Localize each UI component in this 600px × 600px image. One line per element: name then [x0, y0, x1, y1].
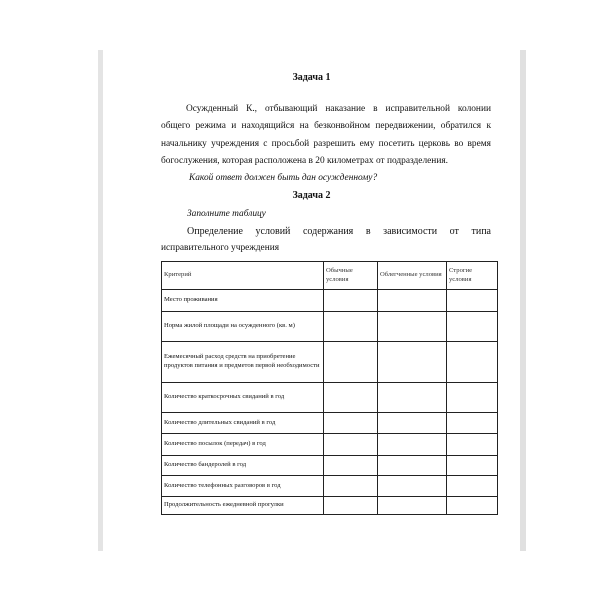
cell-lightened[interactable] — [378, 476, 447, 497]
cell-strict[interactable] — [447, 342, 498, 383]
cell-lightened[interactable] — [378, 413, 447, 434]
task1-line-3: начальнику учреждения с просьбой разрешить ему посетить церковь во время — [161, 139, 491, 149]
task1-question: Какой ответ должен быть дан осужденному? — [189, 173, 378, 183]
task1-line-2: общего режима и находящийся на безконвойном передвижении, обратился к — [161, 121, 491, 131]
table-row — [162, 290, 498, 312]
cell-strict[interactable] — [447, 290, 498, 312]
cell-ordinary[interactable] — [324, 383, 378, 413]
cell-strict[interactable] — [447, 497, 498, 515]
row-criterion: Количество краткосрочных свиданий в год — [162, 383, 324, 413]
cell-lightened[interactable] — [378, 312, 447, 342]
row-criterion: Продолжительность ежедневной прогулки — [162, 497, 324, 515]
cell-ordinary[interactable] — [324, 413, 378, 434]
header-strict: Строгие условия — [447, 262, 498, 290]
header-lightened: Облегченные условия — [378, 262, 447, 290]
cell-lightened[interactable] — [378, 434, 447, 456]
cell-strict[interactable] — [447, 456, 498, 476]
task1-line-1: Осужденный К., отбывающий наказание в исправительной колонии — [186, 104, 491, 114]
cell-ordinary[interactable] — [324, 476, 378, 497]
task2-heading-line-1: Определение условий содержания в зависимости от типа — [187, 226, 491, 237]
cell-ordinary[interactable] — [324, 312, 378, 342]
task2-instruction: Заполните таблицу — [187, 209, 266, 219]
row-criterion: Количество телефонных разговоров в год — [162, 476, 324, 497]
row-criterion: Количество посылок (передач) в год — [162, 434, 324, 456]
table-row — [162, 312, 498, 342]
cell-ordinary[interactable] — [324, 497, 378, 515]
document-page — [103, 50, 520, 551]
cell-ordinary[interactable] — [324, 342, 378, 383]
cell-strict[interactable] — [447, 413, 498, 434]
cell-lightened[interactable] — [378, 497, 447, 515]
cell-lightened[interactable] — [378, 290, 447, 312]
header-ordinary: Обычные условия — [324, 262, 378, 290]
table-row — [162, 342, 498, 383]
task1-line-4: богослужения, которая расположена в 20 километрах от подразделения. — [161, 156, 448, 166]
row-criterion: Норма жилой площади на осужденного (кв. м) — [162, 312, 324, 342]
cell-ordinary[interactable] — [324, 290, 378, 312]
table-row — [162, 497, 498, 515]
row-criterion: Количество длительных свиданий в год — [162, 413, 324, 434]
row-criterion: Количество бандеролей в год — [162, 456, 324, 476]
header-criterion: Критерий — [162, 262, 324, 290]
table-row — [162, 456, 498, 476]
table-row — [162, 434, 498, 456]
table-row — [162, 476, 498, 497]
cell-strict[interactable] — [447, 434, 498, 456]
table-row — [162, 413, 498, 434]
task2-title: Задача 2 — [292, 190, 331, 201]
cell-strict[interactable] — [447, 476, 498, 497]
cell-lightened[interactable] — [378, 383, 447, 413]
table-row — [162, 383, 498, 413]
cell-strict[interactable] — [447, 383, 498, 413]
page-right-shadow — [520, 50, 526, 551]
cell-lightened[interactable] — [378, 342, 447, 383]
cell-lightened[interactable] — [378, 456, 447, 476]
table-header-row — [162, 262, 498, 290]
row-criterion: Место проживания — [162, 290, 324, 312]
task2-heading-line-2: исправительного учреждения — [161, 243, 280, 253]
cell-ordinary[interactable] — [324, 456, 378, 476]
cell-strict[interactable] — [447, 312, 498, 342]
conditions-table — [161, 261, 498, 515]
cell-ordinary[interactable] — [324, 434, 378, 456]
task1-title: Задача 1 — [292, 72, 331, 83]
row-criterion: Ежемесячный расход средств на приобретение продуктов питания и предметов первой необходимости — [162, 342, 324, 383]
